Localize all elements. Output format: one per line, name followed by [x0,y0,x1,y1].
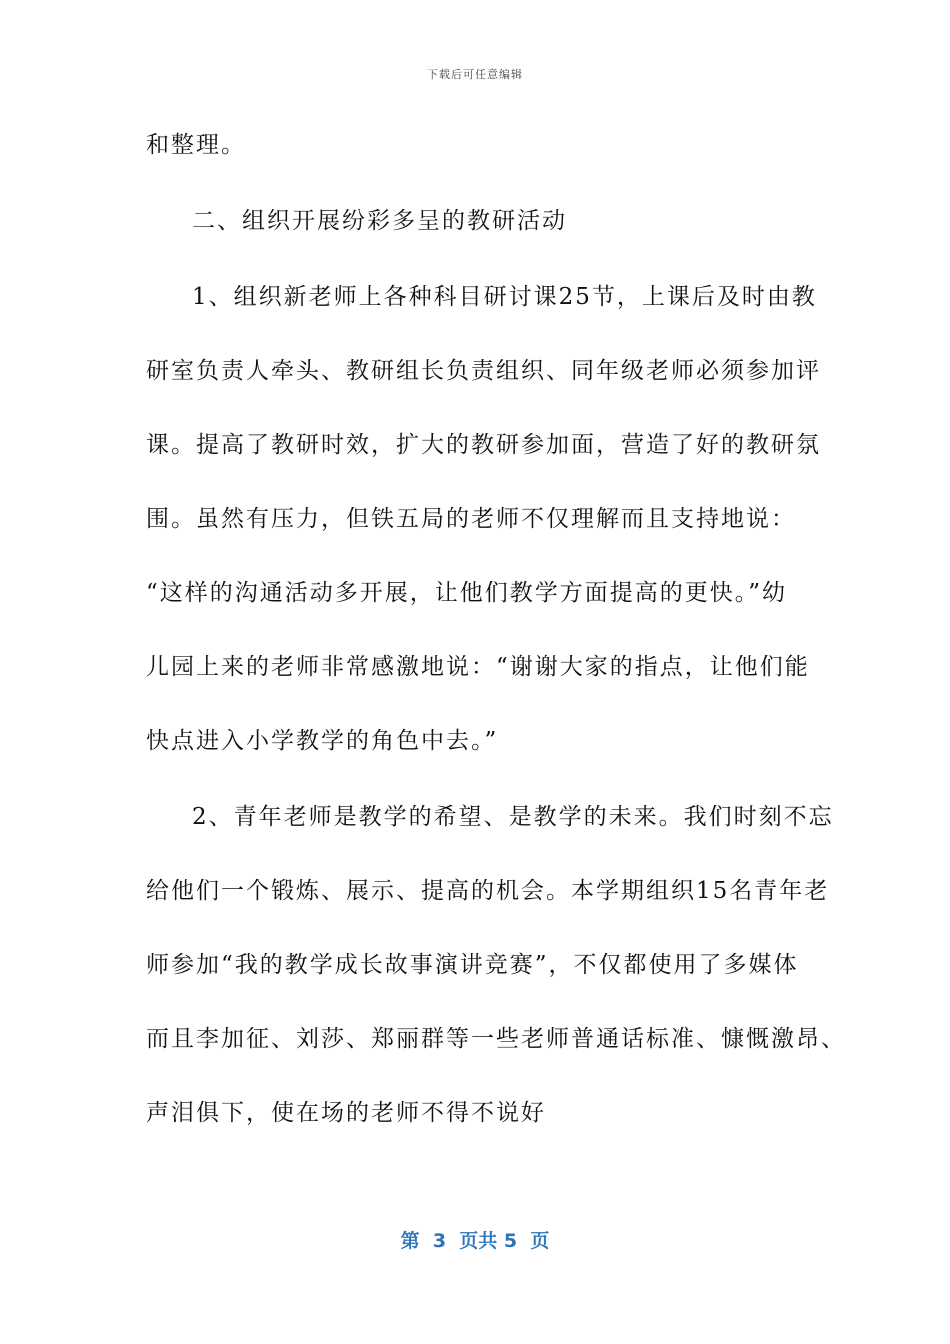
page-number-footer: 第 3 页共 5 页 [400,1230,550,1252]
text-line: 师参加“我的教学成长故事演讲竞赛”，不仅都使用了多媒体 [146,952,799,978]
text-line: 研室负责人牵头、教研组长负责组织、同年级老师必须参加评 [146,358,821,384]
text-line: 快点进入小学教学的角色中去。” [146,728,499,754]
section-heading: 二、组织开展纷彩多呈的教研活动 [192,208,567,234]
text-line: 1、组织新老师上各种科目研讨课25节，上课后及时由教 [192,284,817,310]
text-line: 给他们一个锻炼、展示、提高的机会。本学期组织15名青年老 [146,878,830,904]
text-line: 2、青年老师是教学的希望、是教学的未来。我们时刻不忘 [192,804,834,830]
text-line: 声泪俱下，使在场的老师不得不说好 [146,1100,546,1126]
text-line: 课。提高了教研时效，扩大的教研参加面，营造了好的教研氛 [146,432,821,458]
page-header: 下载后可任意编辑 [427,68,523,81]
text-line: 围。虽然有压力，但铁五局的老师不仅理解而且支持地说： [146,506,796,532]
text-line: 和整理。 [146,132,246,158]
text-line: 而且李加征、刘莎、郑丽群等一些老师普通话标准、慷慨激昂、 [146,1026,846,1052]
text-line: “这样的沟通活动多开展，让他们教学方面提高的更快。”幼 [146,580,788,606]
text-line: 儿园上来的老师非常感激地说：“谢谢大家的指点，让他们能 [146,654,810,680]
